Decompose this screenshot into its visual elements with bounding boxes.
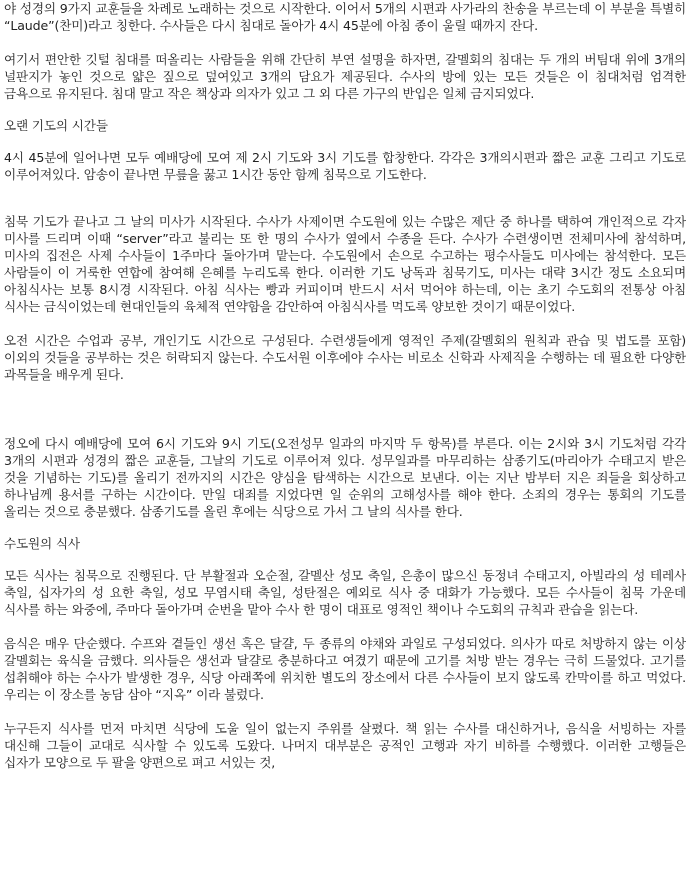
paragraph-noon-prayer: 정오에 다시 예배당에 모여 6시 기도와 9시 기도(오전성무 일과의 마지막 두 항목)를 부른다. 이는 2시와 3시 기도처럼 각각 3개의 시편과 성경의 짧은 교훈들, 그날의 기도로 이루어져 있다. 성무일과를 마무리하는 삼종기도(마리아가 수태고지 받은 것을 기념하는 기도)를 올리기 전까지의 시간은 양심을 탐색하는 시간으로 보낸다. 이는 지난 밤부터 지은 죄들을 회상하고 하나님께 용서를 구하는 시간이다. 만일 대죄를 지었다면 일 순위의 고해성사를 해야 한다. 소죄의 경우는 통회의 기도를 올리는 것으로 충분했다. 삼종기도를 올린 후에는 식당으로 가서 그 날의 식사를 한다. bbox=[4, 436, 686, 519]
paragraph-spacer bbox=[4, 183, 686, 213]
paragraph-spacer bbox=[4, 618, 686, 635]
section-heading-monastery-meals: 수도원의 식사 bbox=[4, 536, 80, 551]
document-page bbox=[4, 0, 686, 875]
paragraph-spacer bbox=[4, 520, 686, 535]
paragraph-spacer bbox=[4, 703, 686, 720]
section-heading-prayer-hours: 오랜 기도의 시간들 bbox=[4, 118, 108, 133]
paragraph-silent-meals: 모든 식사는 침묵으로 진행된다. 단 부활절과 오순절, 갈멜산 성모 축일, 은총이 많으신 동정녀 수태고지, 아빌라의 성 테레사 축일, 십자가의 성 요한 축일, 성모 무염시태 축일, 성탄절은 예외로 식사 중 대화가 가능했다. 모든 수사들이 침묵 가운데 식사를 하는 와중에, 주마다 돌아가며 순번을 맡아 수사 한 명이 대표로 영적인 책이나 수도회의 규칙과 관습을 읽는다. bbox=[4, 568, 686, 617]
paragraph-spacer bbox=[4, 552, 686, 567]
paragraph-spacer bbox=[4, 34, 686, 51]
paragraph-spacer bbox=[4, 383, 686, 435]
paragraph-night-office: 야 성경의 9가지 교훈들을 차례로 노래하는 것으로 시작한다. 이어서 5개의 시편과 사가라의 찬송을 부르는데 이 부분을 특별히 “Laude”(찬미)라고 칭한다. 수사들은 다시 침대로 돌아가 4시 45분에 아침 종이 울릴 때까지 잔다. bbox=[4, 1, 686, 33]
paragraph-mass-and-breakfast: 침묵 기도가 끝나고 그 날의 미사가 시작된다. 수사가 사제이면 수도원에 있는 수많은 제단 중 하나를 택하여 개인적으로 각자 미사를 드리며 이때 “server”라고 불리는 또 한 명의 수사가 옆에서 수종을 든다. 수사가 수련생이면 전체미사에 참석하며, 미사의 집전은 사제 수사들이 1주마다 돌아가며 맡는다. 수도원에서 손으로 수고하는 평수사들도 미사에는 참석한다. 모든 사람들이 이 거룩한 연합에 참여해 은혜를 누리도록 한다. 이러한 기도 낭독과 침묵기도, 미사는 대략 3시간 정도 소요되며 아침식사는 보통 8시경 시작된다. 아침 식사는 빵과 커피이며 반드시 서서 먹어야 하는데, 이는 초기 수도회의 전통상 아침 식사는 금식이었는데 현대인들의 육체적 연약함을 감안하여 아침식사를 먹도록 양보한 것이기 때문이었다. bbox=[4, 214, 686, 314]
paragraph-spacer bbox=[4, 102, 686, 117]
paragraph-spacer bbox=[4, 315, 686, 332]
paragraph-bed-description: 여기서 편안한 깃털 침대를 떠올리는 사람들을 위해 간단히 부연 설명을 하자면, 갈멜회의 침대는 두 개의 버팀대 위에 3개의 널판지가 놓인 것으로 얇은 짚으로 덮여있고 3개의 담요가 제공된다. 수사의 방에 있는 모든 것들은 이 침대처럼 엄격한 금욕으로 유지된다. 침대 말고 작은 책상과 의자가 있고 그 외 다른 가구의 반입은 일체 금지되었다. bbox=[4, 52, 686, 101]
paragraph-morning-study: 오전 시간은 수업과 공부, 개인기도 시간으로 구성된다. 수련생들에게 영적인 주제(갈멜회의 원칙과 관습 및 법도를 포함) 이외의 것들을 공부하는 것은 허락되지 않는다. 수도서원 이후에야 수사는 비로소 신학과 사제직을 수행하는 데 필요한 다양한 과목들을 배우게 된다. bbox=[4, 333, 686, 382]
paragraph-simple-food: 음식은 매우 단순했다. 수프와 곁들인 생선 혹은 달걀, 두 종류의 야채와 과일로 구성되었다. 의사가 따로 처방하지 않는 이상 갈멜회는 육식을 금했다. 의사들은 생선과 달걀로 충분하다고 여겼기 때문에 고기를 처방 받는 경우는 극히 드물었다. 고기를 섭취해야 하는 수사가 발생한 경우, 식당 아래쪽에 위치한 별도의 장소에서 다른 수사들이 보지 않도록 칸막이를 하고 먹었다. 우리는 이 장소를 농담 삼아 “지옥” 이라 불렀다. bbox=[4, 636, 686, 702]
paragraph-spacer bbox=[4, 134, 686, 149]
paragraph-morning-prayer: 4시 45분에 일어나면 모두 예배당에 모여 제 2시 기도와 3시 기도를 합창한다. 각각은 3개의시편과 짧은 교훈 그리고 기도로 이루어져있다. 암송이 끝나면 무릎을 꿇고 1시간 동안 함께 침묵으로 기도한다. bbox=[4, 150, 686, 182]
paragraph-after-meal-duties: 누구든지 식사를 먼저 마치면 식당에 도울 일이 없는지 주위를 살폈다. 책 읽는 수사를 대신하거나, 음식을 서빙하는 자를 대신해 그들이 교대로 식사할 수 있도록 도왔다. 나머지 대부분은 공적인 고행과 자기 비하를 수행했다. 이러한 고행들은 십자가 모양으로 두 팔을 양편으로 펴고 서있는 것, bbox=[4, 721, 686, 770]
